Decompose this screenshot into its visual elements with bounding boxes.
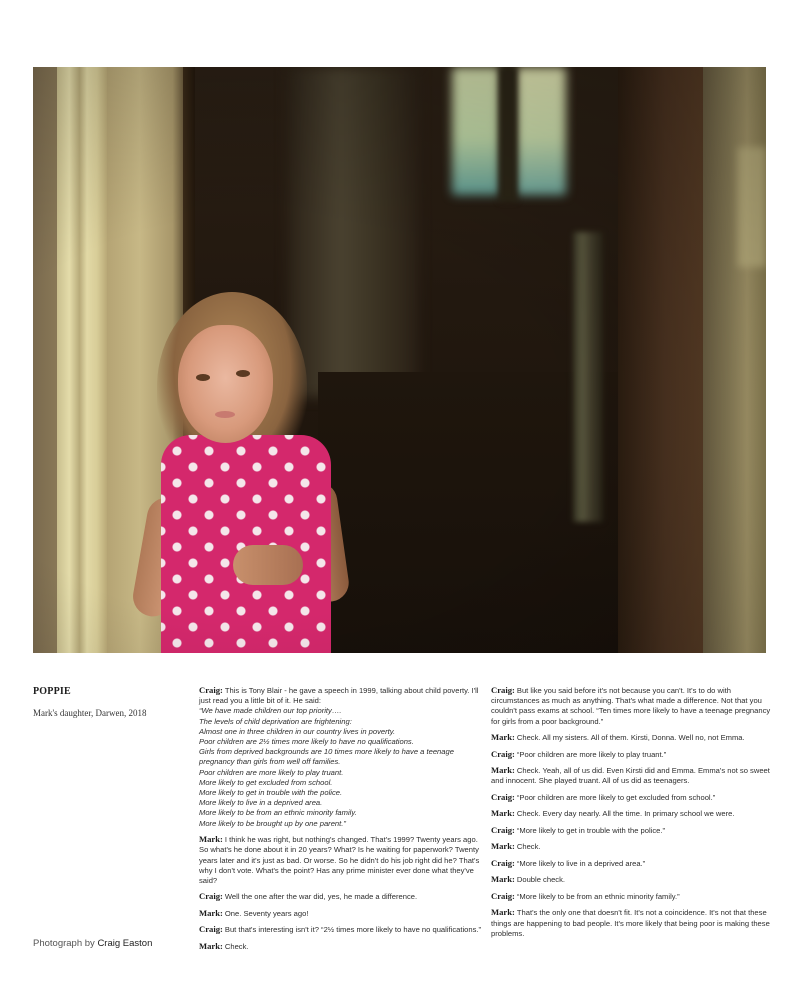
speaker-label: Mark: [491,732,515,743]
speaker-label: Mark: [491,874,515,885]
caption-subtitle: Mark's daughter, Darwen, 2018 [33,708,147,718]
dialogue-text: “More likely to be from an ethnic minority family.” [516,891,680,901]
quote-line: Almost one in three children in our country lives in poverty. [199,726,396,736]
caption-block [33,686,193,718]
credit-name: Craig Easton [97,938,153,949]
dialogue-text: Check. [224,941,249,951]
dialogue-line [491,841,776,852]
dialogue-text: I think he was right, but nothing's changed. That's 1999? Twenty years ago. So what's he done about it in 20 years? What? Is he waiting for paperwork? Twenty years later and it's just as bad. Or worse. So he didn't do his job right did he? That's why I don't vote. What's the point? Has any prime minister ever done what they've said? [199,835,480,885]
dialogue-line [491,808,776,819]
speaker-label: Craig: [491,890,515,901]
quote-line: More likely to get excluded from school. [199,777,333,787]
dialogue-line [199,924,484,935]
dialogue-text: That's the only one that doesn't fit. It's not a coincidence. It's not that these things are happening to bad people. It's more likely that being poor is making these problems. [491,908,770,938]
dialogue-line [491,749,776,760]
dialogue-line [199,891,484,902]
dialogue-line [199,941,484,952]
quote-line: “We have made children our top priority…. [199,706,342,716]
speaker-label: Craig: [199,891,223,902]
dialogue-text: “More likely to get in trouble with the police.” [516,825,666,835]
speaker-label: Craig: [491,857,515,868]
dialogue-line [491,858,776,869]
speaker-label: Mark: [199,834,223,845]
quote-line: More likely to be brought up by one parent.” [199,818,346,828]
dialogue-line [199,908,484,919]
credit-prefix: Photograph by [33,938,95,949]
speaker-label: Mark: [199,940,223,951]
dialogue-line [491,907,776,939]
photo-credit [33,938,152,949]
caption-title: POPPIE [33,686,71,697]
dialogue-line [491,874,776,885]
speaker-label: Craig: [491,685,515,695]
dialogue-text: Check. Yeah, all of us did. Even Kirsti did and Emma. Emma's not so sweet and innocent. She played truant. All of us did as teenagers. [491,766,770,786]
quote-line: More likely to get in trouble with the police. [199,788,343,798]
dialogue-line [491,765,776,786]
quote-line: The levels of child deprivation are frightening: [199,716,352,726]
dialogue-line [491,732,776,743]
speaker-label: Craig: [199,685,223,695]
quote-line: More likely to live in a deprived area. [199,798,323,808]
dialogue-text: This is Tony Blair - he gave a speech in 1999, talking about child poverty. I'll just read you a little bit of it. He said: [199,686,479,706]
dialogue-text: “Poor children are more likely to play truant.” [516,749,667,759]
dialogue-text: Well the one after the war did, yes, he made a difference. [224,892,418,902]
dialogue-text: But like you said before it's not because you can't. It's to do with circumstances as much as anything. That's what made a difference. Not that you couldn't pass exams at school. “Ten times more likely to have a teenage pregnancy for girls from a poor background.” [491,686,771,726]
dialogue-line [491,891,776,902]
quote-line: Poor children are more likely to play truant. [199,767,344,777]
speaker-label: Mark: [199,907,223,918]
dialogue-text: Check. [516,842,541,852]
quote-line: Poor children are 2½ times more likely to have no qualifications. [199,737,414,747]
dialogue-line [199,834,484,886]
speaker-label: Craig: [491,748,515,759]
quote-line: More likely to be from an ethnic minority family. [199,808,357,818]
dialogue-line [491,825,776,836]
quote-line: Girls from deprived backgrounds are 10 times more likely to have a teenage pregnancy than girls from well off families. [199,747,454,767]
dialogue-text: Double check. [516,875,565,885]
interview-column-right [491,685,776,944]
dialogue-line [491,792,776,803]
speaker-label: Mark: [491,841,515,852]
speaker-label: Mark: [491,765,515,776]
dialogue-text: Check. All my sisters. All of them. Kirsti, Donna. Well no, not Emma. [516,733,745,743]
portrait-photograph [33,67,766,653]
speaker-label: Craig: [491,824,515,835]
dialogue-text: Check. Every day nearly. All the time. In primary school we were. [516,809,735,819]
photo-vignette [33,67,766,653]
dialogue-text: But that's interesting isn't it? “2½ times more likely to have no qualifications.” [224,925,482,935]
speaker-label: Craig: [199,924,223,935]
dialogue-text: “More likely to live in a deprived area.” [516,858,646,868]
speaker-label: Craig: [491,791,515,802]
dialogue-line [199,685,484,829]
speaker-label: Mark: [491,808,515,819]
dialogue-text: “Poor children are more likely to get excluded from school.” [516,792,716,802]
speaker-label: Mark: [491,907,515,918]
dialogue-text: One. Seventy years ago! [224,908,309,918]
dialogue-line [491,685,776,727]
interview-column-middle [199,685,484,957]
